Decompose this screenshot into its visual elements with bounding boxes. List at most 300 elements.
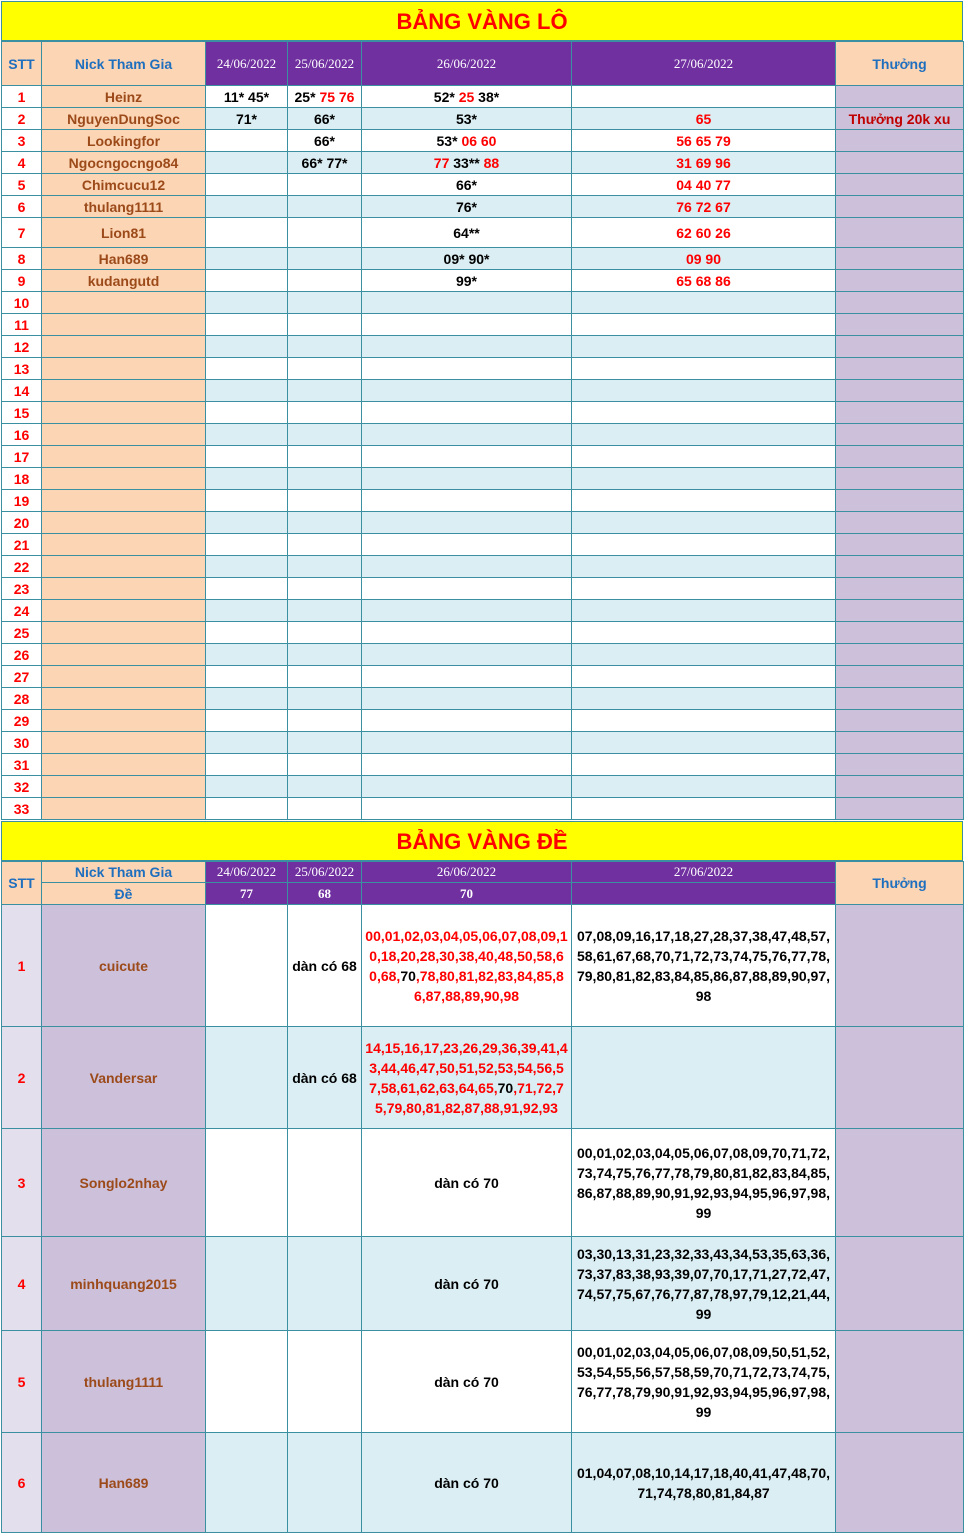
lo-reward-cell [836, 380, 964, 402]
lo-nick-cell [42, 358, 206, 380]
lo-nick-cell: kudangutd [42, 270, 206, 292]
lo-reward-cell [836, 688, 964, 710]
lo-stt-cell: 9 [2, 270, 42, 292]
lo-row [2, 270, 964, 292]
de-row [2, 1129, 964, 1237]
lo-row [2, 600, 964, 622]
de-row [2, 1027, 964, 1129]
lo-d4-cell [572, 424, 836, 446]
de-d4-cell: 03,30,13,31,23,32,33,43,34,53,35,63,36,73,37,83,38,93,39,07,70,17,71,27,72,47,74,57,75,67,76,77,87,78,97,79,12,21,44,99 [572, 1237, 836, 1331]
lo-d2-cell [288, 446, 362, 468]
lo-d2-cell [288, 108, 362, 130]
lo-d2-cell [288, 196, 362, 218]
lo-number-group: 76 72 67 [676, 198, 731, 215]
lo-stt-cell: 8 [2, 248, 42, 270]
lo-number-group: 65 68 86 [676, 272, 731, 289]
lo-nick-cell [42, 336, 206, 358]
de-stt-cell: 4 [2, 1237, 42, 1331]
lo-title-banner [1, 1, 963, 41]
lo-d3-cell [362, 534, 572, 556]
de-d1-cell [206, 1433, 288, 1533]
lo-number-group: 06 60 [461, 132, 497, 149]
de-title: BẢNG VÀNG ĐỀ [396, 829, 568, 854]
de-nick-cell: Han689 [42, 1433, 206, 1533]
lo-d1-cell [206, 556, 288, 578]
lo-number-group: 75 76 [319, 88, 355, 105]
header-date-3: 26/06/2022 [362, 42, 572, 86]
lo-row [2, 86, 964, 108]
lo-d4-cell [572, 600, 836, 622]
lo-number-group: 25 [458, 88, 475, 105]
lo-d4-cell [572, 152, 836, 174]
lo-stt-cell: 22 [2, 556, 42, 578]
lo-nick-cell [42, 468, 206, 490]
lo-reward-cell [836, 534, 964, 556]
lo-reward-cell [836, 336, 964, 358]
lo-stt-cell: 33 [2, 798, 42, 820]
lo-row [2, 776, 964, 798]
lo-stt-cell: 3 [2, 130, 42, 152]
lo-number-group: 71* [235, 110, 258, 127]
lo-row [2, 490, 964, 512]
de-header-reward: Thưởng [836, 862, 964, 905]
de-nick-cell: Songlo2nhay [42, 1129, 206, 1237]
lo-header-row [2, 42, 964, 86]
de-table [1, 861, 964, 1533]
lo-d4-cell [572, 710, 836, 732]
lo-d1-cell [206, 358, 288, 380]
header-reward: Thưởng [836, 42, 964, 86]
lo-d4-cell [572, 754, 836, 776]
lo-d4-cell [572, 292, 836, 314]
lo-number-group: 64** [453, 224, 480, 241]
lo-stt-cell: 28 [2, 688, 42, 710]
lo-number-group: 25* [294, 88, 320, 105]
lo-d1-cell [206, 380, 288, 402]
de-d1-cell [206, 1027, 288, 1129]
lo-d3-cell [362, 174, 572, 196]
lo-stt-cell: 2 [2, 108, 42, 130]
de-stt-cell: 3 [2, 1129, 42, 1237]
lo-nick-cell [42, 644, 206, 666]
de-d1-cell [206, 1129, 288, 1237]
lo-number-group: 62 60 26 [676, 224, 731, 241]
lo-row [2, 446, 964, 468]
de-d2-cell: dàn có 68 [288, 905, 362, 1027]
lo-d1-cell [206, 512, 288, 534]
header-stt: STT [2, 42, 42, 86]
lo-d4-cell [572, 446, 836, 468]
lo-number-group: 66* 77* [301, 154, 348, 171]
lo-d3-cell [362, 336, 572, 358]
lo-d2-cell [288, 798, 362, 820]
lo-stt-cell: 13 [2, 358, 42, 380]
lo-d4-cell [572, 622, 836, 644]
header-date-2: 25/06/2022 [288, 42, 362, 86]
lo-d2-cell [288, 622, 362, 644]
de-result-1: 77 [206, 883, 288, 905]
de-header-row-1 [2, 862, 964, 883]
lo-nick-cell: Lookingfor [42, 130, 206, 152]
lo-d1-cell [206, 490, 288, 512]
lo-reward-cell [836, 776, 964, 798]
de-result-2: 68 [288, 883, 362, 905]
lo-nick-cell [42, 490, 206, 512]
lo-d4-cell [572, 380, 836, 402]
de-row [2, 1331, 964, 1433]
lo-row [2, 292, 964, 314]
lo-d4-cell [572, 512, 836, 534]
lo-reward-cell [836, 130, 964, 152]
lo-nick-cell [42, 798, 206, 820]
lo-d2-cell [288, 556, 362, 578]
lo-d4-cell [572, 174, 836, 196]
de-d3-cell [362, 1129, 572, 1237]
de-d1-cell [206, 1331, 288, 1433]
header-nick: Nick Tham Gia [42, 42, 206, 86]
lo-d1-cell [206, 446, 288, 468]
de-nick-cell: Vandersar [42, 1027, 206, 1129]
lo-reward-cell [836, 270, 964, 292]
lo-d2-cell [288, 578, 362, 600]
lo-d3-cell [362, 754, 572, 776]
lo-d4-cell [572, 578, 836, 600]
lo-number-group: 56 65 79 [676, 132, 731, 149]
lo-stt-cell: 25 [2, 622, 42, 644]
lo-d2-cell [288, 270, 362, 292]
de-d3-cell [362, 905, 572, 1027]
lo-d1-cell [206, 710, 288, 732]
lo-row [2, 644, 964, 666]
lo-d4-cell [572, 218, 836, 248]
lo-stt-cell: 30 [2, 732, 42, 754]
lo-stt-cell: 24 [2, 600, 42, 622]
de-header-date-1: 24/06/2022 [206, 862, 288, 883]
lo-number-group: 33** [453, 154, 484, 171]
lo-reward-cell [836, 174, 964, 196]
lo-stt-cell: 19 [2, 490, 42, 512]
lo-d2-cell [288, 468, 362, 490]
lo-d1-cell [206, 270, 288, 292]
lo-stt-cell: 21 [2, 534, 42, 556]
lo-d1-cell [206, 314, 288, 336]
de-reward-cell [836, 1027, 964, 1129]
lo-stt-cell: 15 [2, 402, 42, 424]
lo-stt-cell: 5 [2, 174, 42, 196]
lo-nick-cell [42, 578, 206, 600]
lo-reward-cell [836, 732, 964, 754]
lo-d2-cell [288, 380, 362, 402]
lo-number-group: 77 [433, 154, 454, 171]
lo-d4-cell [572, 108, 836, 130]
lo-nick-cell [42, 402, 206, 424]
lo-d2-cell [288, 358, 362, 380]
lo-stt-cell: 11 [2, 314, 42, 336]
lo-row [2, 556, 964, 578]
lo-row [2, 710, 964, 732]
lo-stt-cell: 18 [2, 468, 42, 490]
lo-reward-cell [836, 446, 964, 468]
de-number-list: ,78,80,81,82,83,84,85,86,87,88,89,90,98 [413, 967, 564, 1004]
lo-reward-cell [836, 314, 964, 336]
lo-reward-cell [836, 600, 964, 622]
lo-d2-cell [288, 644, 362, 666]
lo-stt-cell: 26 [2, 644, 42, 666]
lo-d4-cell [572, 688, 836, 710]
lo-number-group: 65 [695, 110, 712, 127]
lo-d1-cell [206, 174, 288, 196]
lo-d3-cell [362, 248, 572, 270]
lo-reward-cell [836, 86, 964, 108]
lo-row [2, 248, 964, 270]
lo-row [2, 424, 964, 446]
lo-d1-cell [206, 468, 288, 490]
lo-d1-cell [206, 336, 288, 358]
lo-table [1, 41, 964, 820]
lo-d4-cell [572, 196, 836, 218]
lo-stt-cell: 29 [2, 710, 42, 732]
de-header-row-2 [2, 883, 964, 905]
lo-reward-cell [836, 754, 964, 776]
lo-d3-cell [362, 622, 572, 644]
lo-stt-cell: 23 [2, 578, 42, 600]
lo-d4-cell [572, 402, 836, 424]
lo-row [2, 380, 964, 402]
lo-d3-cell [362, 666, 572, 688]
lo-nick-cell [42, 446, 206, 468]
lo-nick-cell [42, 512, 206, 534]
lo-d1-cell [206, 292, 288, 314]
lo-row [2, 468, 964, 490]
lo-d3-cell [362, 130, 572, 152]
de-row [2, 905, 964, 1027]
de-result-3: 70 [362, 883, 572, 905]
de-d3-cell [362, 1331, 572, 1433]
lo-row [2, 218, 964, 248]
de-d4-cell: 07,08,09,16,17,18,27,28,37,38,47,48,57,58,61,67,68,70,71,72,73,74,75,76,77,78,79,80,81,82,83,84,85,86,87,88,89,90,97,98 [572, 905, 836, 1027]
de-reward-cell [836, 1331, 964, 1433]
lo-d2-cell [288, 754, 362, 776]
lo-d1-cell [206, 600, 288, 622]
lo-d3-cell [362, 380, 572, 402]
lo-d4-cell [572, 666, 836, 688]
lo-d1-cell [206, 152, 288, 174]
lo-d1-cell [206, 754, 288, 776]
lo-reward-cell [836, 248, 964, 270]
lo-d3-cell [362, 108, 572, 130]
lo-d3-cell [362, 292, 572, 314]
lo-d2-cell [288, 512, 362, 534]
de-header-date-3: 26/06/2022 [362, 862, 572, 883]
lo-d4-cell [572, 314, 836, 336]
lo-d4-cell [572, 556, 836, 578]
lo-stt-cell: 17 [2, 446, 42, 468]
lo-d4-cell [572, 798, 836, 820]
lo-nick-cell [42, 534, 206, 556]
lo-d1-cell [206, 688, 288, 710]
lo-d2-cell [288, 314, 362, 336]
de-d4-cell: 01,04,07,08,10,14,17,18,40,41,47,48,70,71,74,78,80,81,84,87 [572, 1433, 836, 1533]
lo-number-group: 66* [313, 110, 336, 127]
lo-row [2, 130, 964, 152]
de-header-stt: STT [2, 862, 42, 905]
lo-d2-cell [288, 534, 362, 556]
lo-nick-cell: Han689 [42, 248, 206, 270]
lo-row [2, 666, 964, 688]
lo-d3-cell [362, 732, 572, 754]
lo-stt-cell: 1 [2, 86, 42, 108]
lo-d1-cell [206, 578, 288, 600]
lo-d3-cell [362, 776, 572, 798]
lo-nick-cell: NguyenDungSoc [42, 108, 206, 130]
lo-d2-cell [288, 710, 362, 732]
de-d3-cell [362, 1433, 572, 1533]
lo-d2-cell [288, 776, 362, 798]
lo-row [2, 512, 964, 534]
de-number-list: 14,15,16,17,23,26,29,36,39,41,43,44,46,47,50,51,52,53,54,56,57,58,61,62,63,64,65, [365, 1039, 568, 1096]
lo-reward-cell [836, 218, 964, 248]
lo-nick-cell [42, 666, 206, 688]
lo-d1-cell [206, 130, 288, 152]
lo-reward-cell [836, 402, 964, 424]
lo-d1-cell [206, 196, 288, 218]
lo-stt-cell: 16 [2, 424, 42, 446]
lo-d1-cell [206, 108, 288, 130]
de-number-list: 70 [400, 967, 416, 984]
lo-stt-cell: 10 [2, 292, 42, 314]
lo-d1-cell [206, 424, 288, 446]
lo-row [2, 578, 964, 600]
lo-d1-cell [206, 644, 288, 666]
lo-d2-cell [288, 218, 362, 248]
lo-d3-cell [362, 196, 572, 218]
de-number-list: 00,01,02,03,04,05,06,07,08,09,10,18,20,28,30,38,40,48,50,58,60,68, [365, 927, 568, 984]
lo-stt-cell: 14 [2, 380, 42, 402]
de-stt-cell: 6 [2, 1433, 42, 1533]
lo-d1-cell [206, 218, 288, 248]
lo-d3-cell [362, 600, 572, 622]
lo-nick-cell [42, 556, 206, 578]
lo-row [2, 622, 964, 644]
de-d3-cell [362, 1027, 572, 1129]
lo-row [2, 732, 964, 754]
de-row [2, 1433, 964, 1533]
lo-reward-cell [836, 468, 964, 490]
de-d3-cell [362, 1237, 572, 1331]
lo-d3-cell [362, 578, 572, 600]
lo-number-group: 04 40 77 [676, 176, 731, 193]
lo-reward-cell [836, 424, 964, 446]
de-d2-cell [288, 1433, 362, 1533]
lo-nick-cell [42, 292, 206, 314]
lo-nick-cell [42, 314, 206, 336]
lo-d1-cell [206, 798, 288, 820]
lo-title: BẢNG VÀNG LÔ [396, 9, 568, 34]
de-number-list: dàn có 70 [434, 1474, 499, 1491]
lo-nick-cell [42, 424, 206, 446]
lo-row [2, 314, 964, 336]
lo-d3-cell [362, 446, 572, 468]
lo-nick-cell [42, 754, 206, 776]
lo-number-group: 66* [313, 132, 336, 149]
lo-d3-cell [362, 402, 572, 424]
lo-nick-cell: Chimcucu12 [42, 174, 206, 196]
lo-d4-cell [572, 644, 836, 666]
de-header-date-4: 27/06/2022 [572, 862, 836, 883]
de-row [2, 1237, 964, 1331]
lo-number-group: 66* [455, 176, 478, 193]
lo-nick-cell [42, 732, 206, 754]
lo-row [2, 336, 964, 358]
de-result-4 [572, 883, 836, 905]
lo-reward-cell [836, 578, 964, 600]
lo-d2-cell [288, 688, 362, 710]
lo-d4-cell [572, 776, 836, 798]
lo-stt-cell: 31 [2, 754, 42, 776]
lo-row [2, 798, 964, 820]
lo-d4-cell [572, 468, 836, 490]
lo-d4-cell [572, 490, 836, 512]
lo-nick-cell: thulang1111 [42, 196, 206, 218]
lo-d3-cell [362, 152, 572, 174]
lo-d2-cell [288, 130, 362, 152]
de-stt-cell: 1 [2, 905, 42, 1027]
lo-row [2, 358, 964, 380]
de-number-list: dàn có 70 [434, 1373, 499, 1390]
lo-nick-cell [42, 710, 206, 732]
de-reward-cell [836, 1237, 964, 1331]
lo-stt-cell: 20 [2, 512, 42, 534]
de-number-list: 70 [497, 1079, 514, 1096]
lo-d1-cell [206, 666, 288, 688]
lo-nick-cell [42, 776, 206, 798]
lo-d3-cell [362, 358, 572, 380]
de-d4-cell [572, 1027, 836, 1129]
lo-d1-cell [206, 402, 288, 424]
de-d2-cell [288, 1331, 362, 1433]
lo-stt-cell: 12 [2, 336, 42, 358]
header-date-4: 27/06/2022 [572, 42, 836, 86]
lo-d2-cell [288, 248, 362, 270]
de-number-list: ,71,72,75,79,80,81,82,87,88,91,92,93 [375, 1079, 564, 1116]
lo-d2-cell [288, 402, 362, 424]
lo-number-group: 09 90 [685, 250, 722, 267]
lo-reward-cell [836, 490, 964, 512]
lo-stt-cell: 27 [2, 666, 42, 688]
lo-number-group: 76* [455, 198, 478, 215]
lo-stt-cell: 4 [2, 152, 42, 174]
lo-nick-cell [42, 622, 206, 644]
de-d2-cell [288, 1129, 362, 1237]
de-nick-cell: thulang1111 [42, 1331, 206, 1433]
lo-reward-cell [836, 666, 964, 688]
de-stt-cell: 5 [2, 1331, 42, 1433]
de-header-nick: Nick Tham Gia [42, 862, 206, 883]
lo-d2-cell [288, 86, 362, 108]
lo-nick-cell [42, 600, 206, 622]
lo-d3-cell [362, 490, 572, 512]
lo-d4-cell [572, 130, 836, 152]
lo-d3-cell [362, 798, 572, 820]
header-date-1: 24/06/2022 [206, 42, 288, 86]
de-d1-cell [206, 905, 288, 1027]
lo-d4-cell [572, 358, 836, 380]
de-reward-cell [836, 1129, 964, 1237]
lo-row [2, 152, 964, 174]
lo-number-group: 52* [433, 88, 459, 105]
lo-d1-cell [206, 86, 288, 108]
lo-d2-cell [288, 336, 362, 358]
